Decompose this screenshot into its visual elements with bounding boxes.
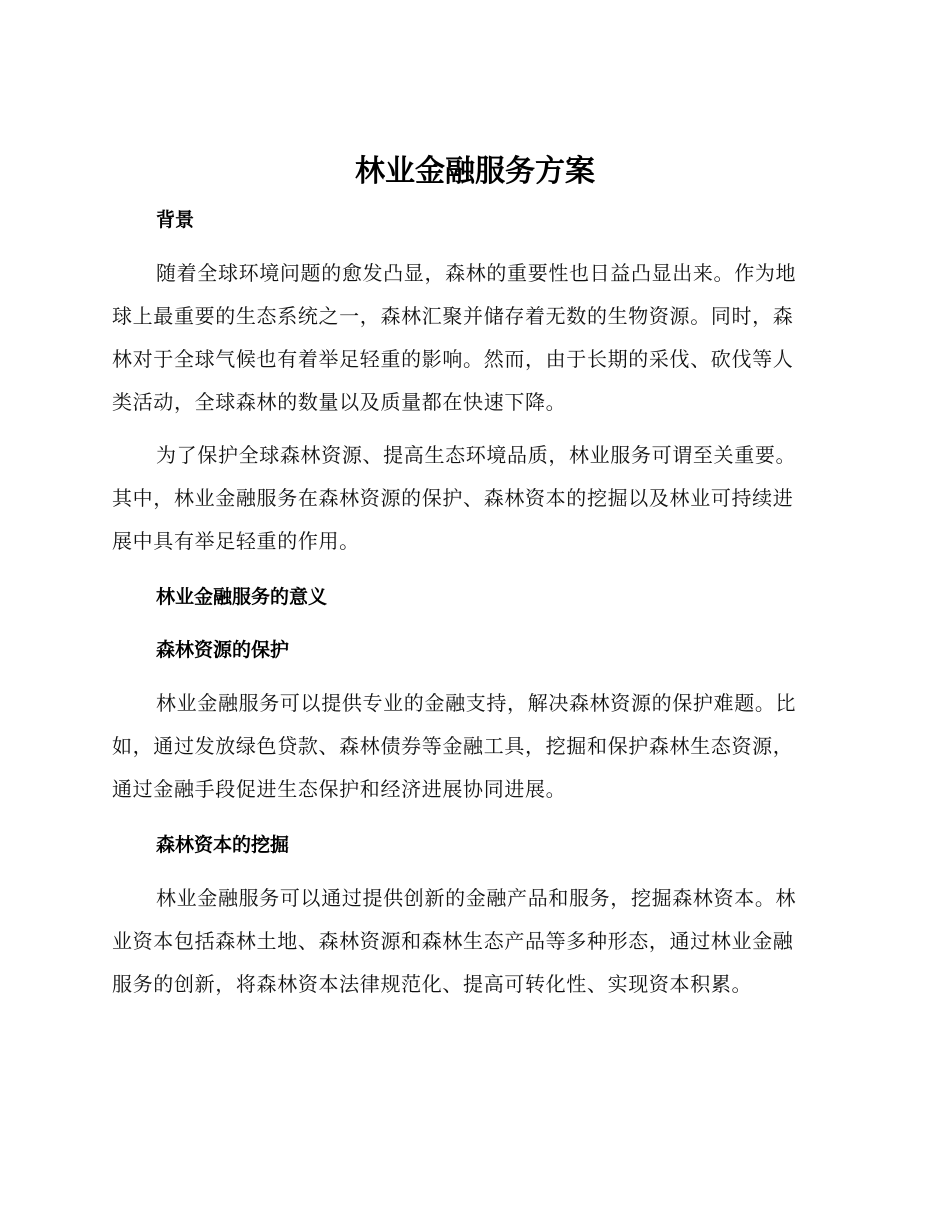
paragraph-line: 林对于全球气候也有着举足轻重的影响。然而，由于长期的采伐、砍伐等人 [112,347,794,371]
paragraph-line: 球上最重要的生态系统之一，森林汇聚并储存着无数的生物资源。同时，森 [112,304,794,328]
section-heading-background: 背景 [156,209,195,231]
document-title: 林业金融服务方案 [355,154,595,189]
paragraph-line: 如，通过发放绿色贷款、森林债券等金融工具，挖掘和保护森林生态资源， [112,734,794,758]
paragraph-line: 随着全球环境问题的愈发凸显，森林的重要性也日益凸显出来。作为地 [156,261,797,285]
paragraph-line: 林业金融服务可以提供专业的金融支持，解决森林资源的保护难题。比 [156,691,797,715]
paragraph-line: 林业金融服务可以通过提供创新的金融产品和服务，挖掘森林资本。林 [156,886,797,910]
background-paragraph-2 [112,434,832,563]
paragraph-line: 为了保护全球森林资源、提高生态环境品质，林业服务可谓至关重要。 [156,443,797,467]
resource-protection-paragraph [112,682,832,811]
paragraph-line: 服务的创新，将森林资本法律规范化、提高可转化性、实现资本积累。 [112,972,753,996]
paragraph-line: 通过金融手段促进生态保护和经济进展协同进展。 [112,777,567,801]
paragraph-line: 展中具有举足轻重的作用。 [112,529,360,553]
section-heading-resource-protection: 森林资源的保护 [156,639,290,661]
capital-mining-paragraph [112,877,832,1006]
paragraph-line: 其中，林业金融服务在森林资源的保护、森林资本的挖掘以及林业可持续进 [112,486,794,510]
paragraph-line: 业资本包括森林土地、森林资源和森林生态产品等多种形态，通过林业金融 [112,929,794,953]
section-heading-capital-mining: 森林资本的挖掘 [156,834,290,856]
paragraph-line: 类活动，全球森林的数量以及质量都在快速下降。 [112,390,567,414]
background-paragraph-1 [112,252,832,424]
section-heading-significance: 林业金融服务的意义 [156,586,328,608]
